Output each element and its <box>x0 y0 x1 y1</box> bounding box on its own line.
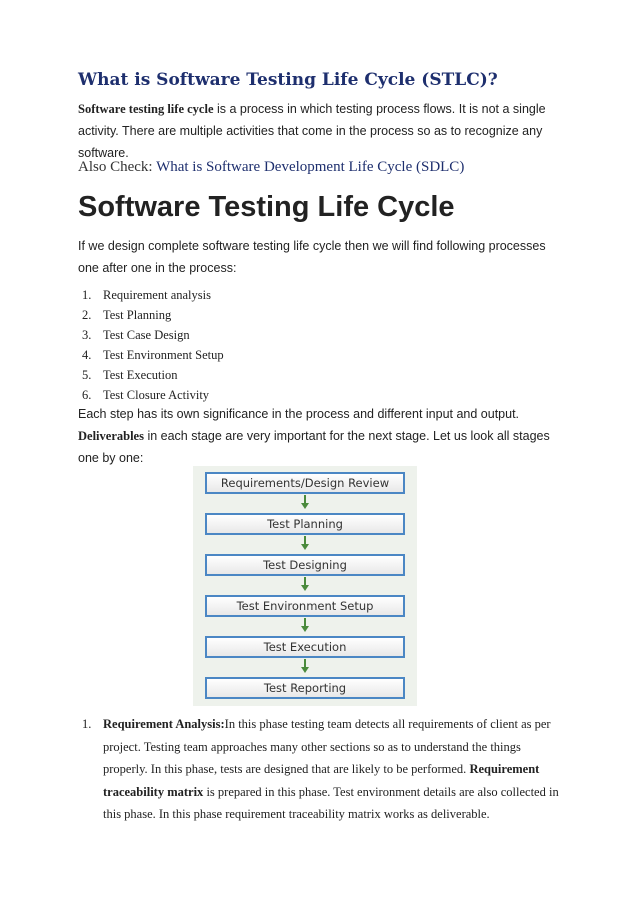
requirement-analysis-text <box>103 713 562 826</box>
page-heading: What is Software Testing Life Cycle (STLC)? <box>78 70 498 90</box>
list-item <box>82 365 224 385</box>
traceability-matrix-bold: Requirement traceability matrix <box>103 762 540 799</box>
flow-box-test-planning: Test Planning <box>205 513 405 535</box>
list-item <box>82 385 224 405</box>
intro-bold: Software testing life cycle <box>78 102 214 116</box>
list-number: 1. <box>82 717 92 731</box>
list-label: Test Closure Activity <box>103 388 210 402</box>
requirement-analysis-desc-2: is prepared in this phase. Test environment details are also collected in this phase. In this phase requirement traceability matrix works as deliverable. <box>103 784 559 821</box>
down-arrow-icon <box>300 495 310 509</box>
list-label: Test Environment Setup <box>103 348 224 362</box>
flow-box-test-reporting: Test Reporting <box>205 677 405 699</box>
list-number: 1. <box>82 288 92 302</box>
requirement-analysis-item <box>82 713 562 826</box>
list-number: 6. <box>82 388 92 402</box>
list-item <box>82 345 224 365</box>
sdlc-link[interactable]: What is Software Development Life Cycle (SDLC) <box>156 159 465 175</box>
down-arrow-icon <box>300 659 310 673</box>
flow-box-test-designing: Test Designing <box>205 554 405 576</box>
intro-text: is a process in which testing process flows. It is not a single activity. There are multiple activities that come in the process so as to recognize any software. <box>78 102 546 160</box>
steps-list <box>82 285 224 405</box>
list-label: Requirement analysis <box>103 288 211 302</box>
stlc-flow-diagram <box>193 466 417 706</box>
section-title: Software Testing Life Cycle <box>78 191 455 223</box>
also-check-line <box>78 159 464 176</box>
deliverables-bold: Deliverables <box>78 429 144 443</box>
list-number: 3. <box>82 328 92 342</box>
down-arrow-icon <box>300 536 310 550</box>
list-label: Test Execution <box>103 368 178 382</box>
requirement-analysis-desc-1: In this phase testing team detects all requirements of client as per project. Testing team approaches many other sections so as to understand the things properly. In this phase, tests are designed that are likely to be performed. <box>103 717 551 776</box>
down-arrow-icon <box>300 618 310 632</box>
flow-box-test-execution: Test Execution <box>205 636 405 658</box>
significance-paragraph <box>78 403 558 469</box>
list-item <box>82 325 224 345</box>
list-number: 4. <box>82 348 92 362</box>
flow-box-test-environment-setup: Test Environment Setup <box>205 595 405 617</box>
down-arrow-icon <box>300 577 310 591</box>
list-label: Test Case Design <box>103 328 190 342</box>
section-intro: If we design complete software testing life cycle then we will find following processes one after one in the process: <box>78 239 546 275</box>
list-number: 5. <box>82 368 92 382</box>
requirement-analysis-bold: Requirement Analysis: <box>103 717 225 731</box>
list-number: 2. <box>82 308 92 322</box>
flow-box-requirements: Requirements/Design Review <box>205 472 405 494</box>
intro-paragraph <box>78 98 548 164</box>
list-item <box>82 285 224 305</box>
also-check-prefix: Also Check: <box>78 159 157 175</box>
list-label: Test Planning <box>103 308 172 322</box>
significance-text-2: in each stage are very important for the next stage. Let us look all stages one by one: <box>78 429 550 465</box>
list-item <box>82 305 224 325</box>
significance-text-1: Each step has its own significance in the process and different input and output. <box>78 407 520 421</box>
